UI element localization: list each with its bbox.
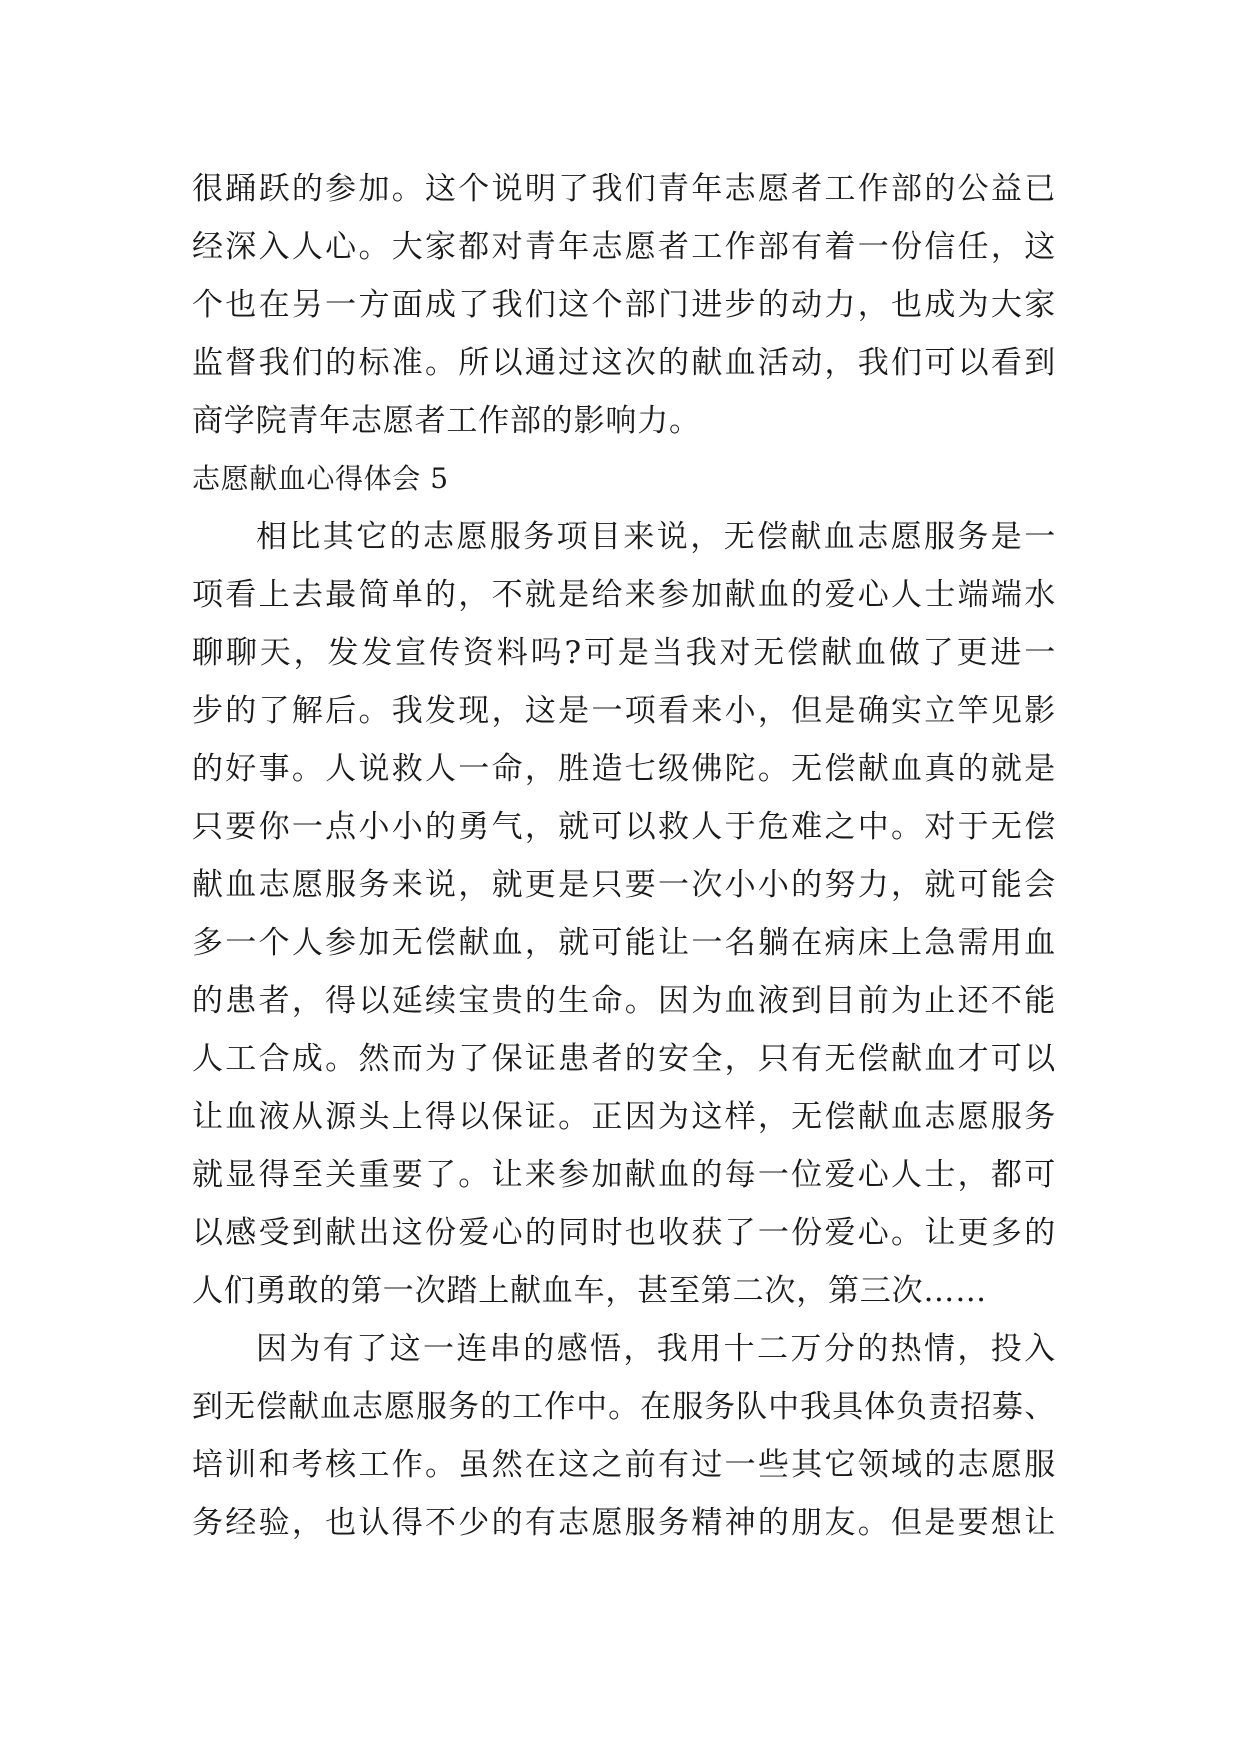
text-line: 人工合成。然而为了保证患者的安全，只有无偿献血才可以: [192, 1041, 1056, 1077]
text-line: 监督我们的标准。所以通过这次的献血活动，我们可以看到: [192, 345, 1056, 381]
text-line: 商学院青年志愿者工作部的影响力。: [192, 403, 701, 439]
section-heading: 志愿献血心得体会 5: [192, 462, 449, 495]
text-line: 个也在另一方面成了我们这个部门进步的动力，也成为大家: [192, 287, 1056, 323]
text-line: 步的了解后。我发现，这是一项看来小，但是确实立竿见影: [192, 693, 1056, 729]
text-line: 让血液从源头上得以保证。正因为这样，无偿献血志愿服务: [192, 1099, 1056, 1135]
paragraph-1: [192, 508, 1056, 1320]
text-line: 只要你一点小小的勇气，就可以救人于危难之中。对于无偿: [192, 809, 1056, 845]
text-line: 献血志愿服务来说，就更是只要一次小小的努力，就可能会: [192, 867, 1056, 903]
text-line: 多一个人参加无偿献血，就可能让一名躺在病床上急需用血: [192, 925, 1056, 961]
intro-paragraph: [192, 160, 1056, 450]
text-line: 以感受到献出这份爱心的同时也收获了一份爱心。让更多的: [192, 1215, 1056, 1251]
document-body: [192, 160, 1056, 1552]
text-line: 的好事。人说救人一命，胜造七级佛陀。无偿献血真的就是: [192, 751, 1056, 787]
text-line: 项看上去最简单的，不就是给来参加献血的爱心人士端端水: [192, 577, 1056, 613]
text-line: 聊聊天，发发宣传资料吗?可是当我对无偿献血做了更进一: [192, 635, 1056, 671]
text-line: 到无偿献血志愿服务的工作中。在服务队中我具体负责招募、: [192, 1389, 1056, 1425]
text-line: 就显得至关重要了。让来参加献血的每一位爱心人士，都可: [192, 1157, 1056, 1193]
text-line: 经深入人心。大家都对青年志愿者工作部有着一份信任，这: [192, 229, 1056, 265]
text-line: 务经验，也认得不少的有志愿服务精神的朋友。但是要想让: [192, 1505, 1056, 1541]
text-line: 人们勇敢的第一次踏上献血车，甚至第二次，第三次……: [192, 1273, 987, 1309]
text-line: 因为有了这一连串的感悟，我用十二万分的热情，投入: [256, 1331, 1056, 1367]
text-line: 培训和考核工作。虽然在这之前有过一些其它领域的志愿服: [192, 1447, 1056, 1483]
paragraph-2: [192, 1320, 1056, 1552]
text-line: 相比其它的志愿服务项目来说，无偿献血志愿服务是一: [256, 519, 1056, 555]
text-line: 的患者，得以延续宝贵的生命。因为血液到目前为止还不能: [192, 983, 1056, 1019]
text-line: 很踊跃的参加。这个说明了我们青年志愿者工作部的公益已: [192, 171, 1056, 207]
